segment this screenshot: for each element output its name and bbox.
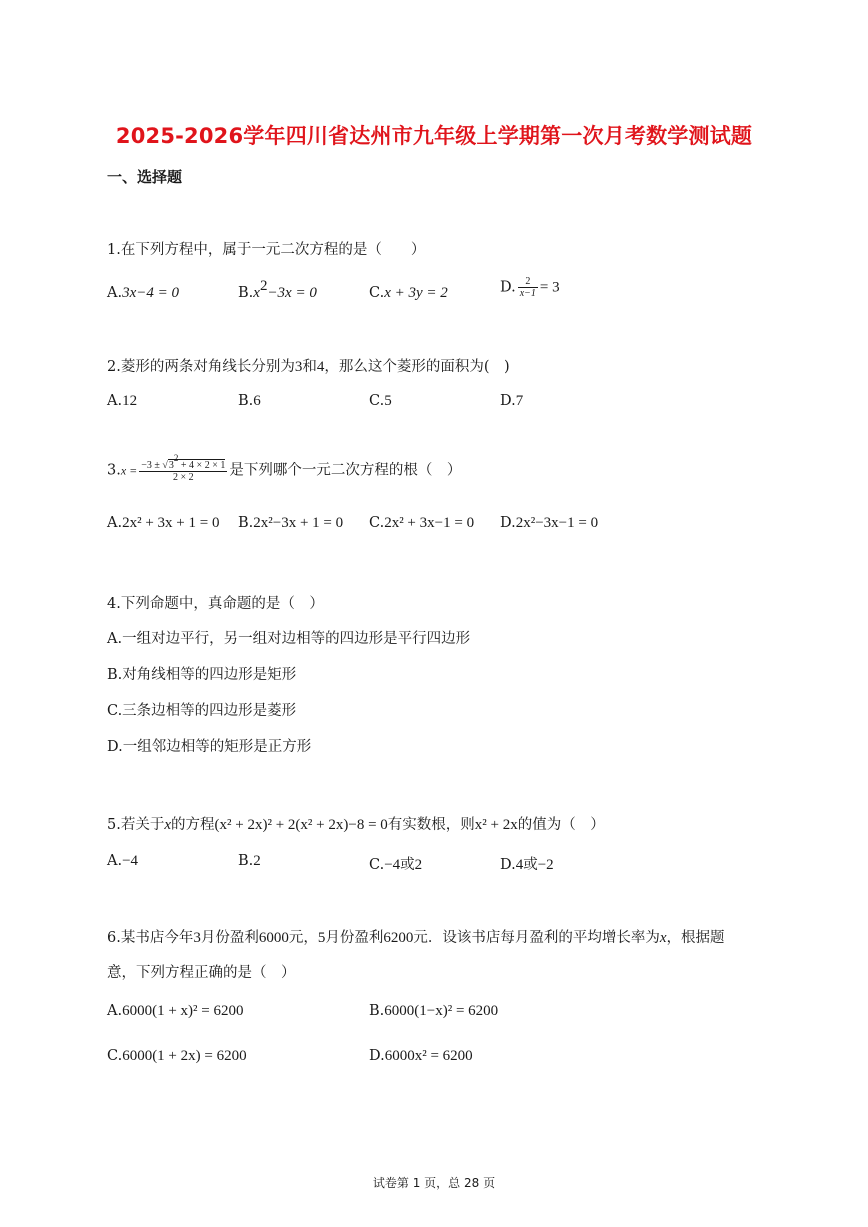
question-6-option-d: D.6000x² = 6200 (369, 1048, 473, 1064)
question-5-option-a: A.−4 (107, 853, 139, 869)
question-3-option-d: D.2x²−3x−1 = 0 (500, 515, 599, 531)
root-formula: $\frac{-3 \pm √3^2 + 4 \times 2 \times 1}{2 \times 2}$ (141, 453, 226, 483)
question-6-option-b: B.6000(1−x)² = 6200 (369, 1003, 499, 1019)
question-3-option-c: C.2x² + 3x−1 = 0 (369, 515, 475, 531)
question-5-option-c: C.−4或2 (369, 857, 423, 873)
question-4-option-c: C.三条边相等的四边形是菱形 (107, 703, 297, 719)
question-2-option-b: B.6 (238, 393, 261, 409)
question-1-option-b: $B.x^2-3x = 0$ (238, 278, 317, 301)
question-1-option-c: C.x + 3y = 2 (369, 285, 448, 301)
question-2-option-c: C.5 (369, 393, 392, 409)
page-title: 2025-2026学年四川省达州市九年级上学期第一次月考数学测试题 (115, 124, 753, 148)
question-3-stem: 3.x = $\frac{-3 \pm √3^2 + 4 \times 2 \times 1}{2 \times 2}$ 是下列哪个一元二次方程的根（ ） (107, 453, 462, 483)
question-6-option-a: A.6000(1 + x)² = 6200 (107, 1003, 244, 1019)
question-4-stem: 4.下列命题中，真命题的是（ ） (107, 596, 324, 612)
question-5-stem: 5.若关于x的方程(x² + 2x)² + 2(x² + 2x)−8 = 0有实数根，则x² + 2x的值为（ ） (107, 817, 605, 833)
question-6-stem-line-2: 意，下列方程正确的是（ ） (107, 965, 296, 981)
question-1-stem: 1.在下列方程中，属于一元二次方程的是（ ） (107, 242, 426, 258)
question-6-option-c: C.6000(1 + 2x) = 6200 (107, 1048, 247, 1064)
section-heading: 一、选择题 (107, 168, 183, 186)
question-2-option-d: D.7 (500, 393, 524, 409)
question-5-option-b: B.2 (238, 853, 261, 869)
question-6-stem-line-1: 6.某书店今年3月份盈利6000元，5月份盈利6200元．设该书店每月盈利的平均增长率为x，根据题 (107, 930, 725, 946)
question-4-option-b: B.对角线相等的四边形是矩形 (107, 667, 297, 683)
question-2-stem: 2.菱形的两条对角线长分别为3和4，那么这个菱形的面积为( ) (107, 359, 510, 375)
question-2-option-a: A.12 (107, 393, 138, 409)
question-1-option-d: D. $\frac{2}{x-1}$ = 3 (500, 276, 560, 299)
question-5-option-d: D.4或−2 (500, 857, 554, 873)
question-3-option-b: B.2x²−3x + 1 = 0 (238, 515, 344, 531)
page-footer: 试卷第 1 页，总 28 页 (372, 1176, 496, 1190)
question-5-equation: (x² + 2x)² + 2(x² + 2x)−8 = 0 (214, 817, 388, 833)
question-4-option-a: A.一组对边平行，另一组对边相等的四边形是平行四边形 (107, 631, 471, 647)
question-4-option-d: D.一组邻边相等的矩形是正方形 (107, 739, 312, 755)
question-3-option-a: A.2x² + 3x + 1 = 0 (107, 515, 220, 531)
question-1-option-a: A.3x−4 = 0 (107, 285, 179, 301)
